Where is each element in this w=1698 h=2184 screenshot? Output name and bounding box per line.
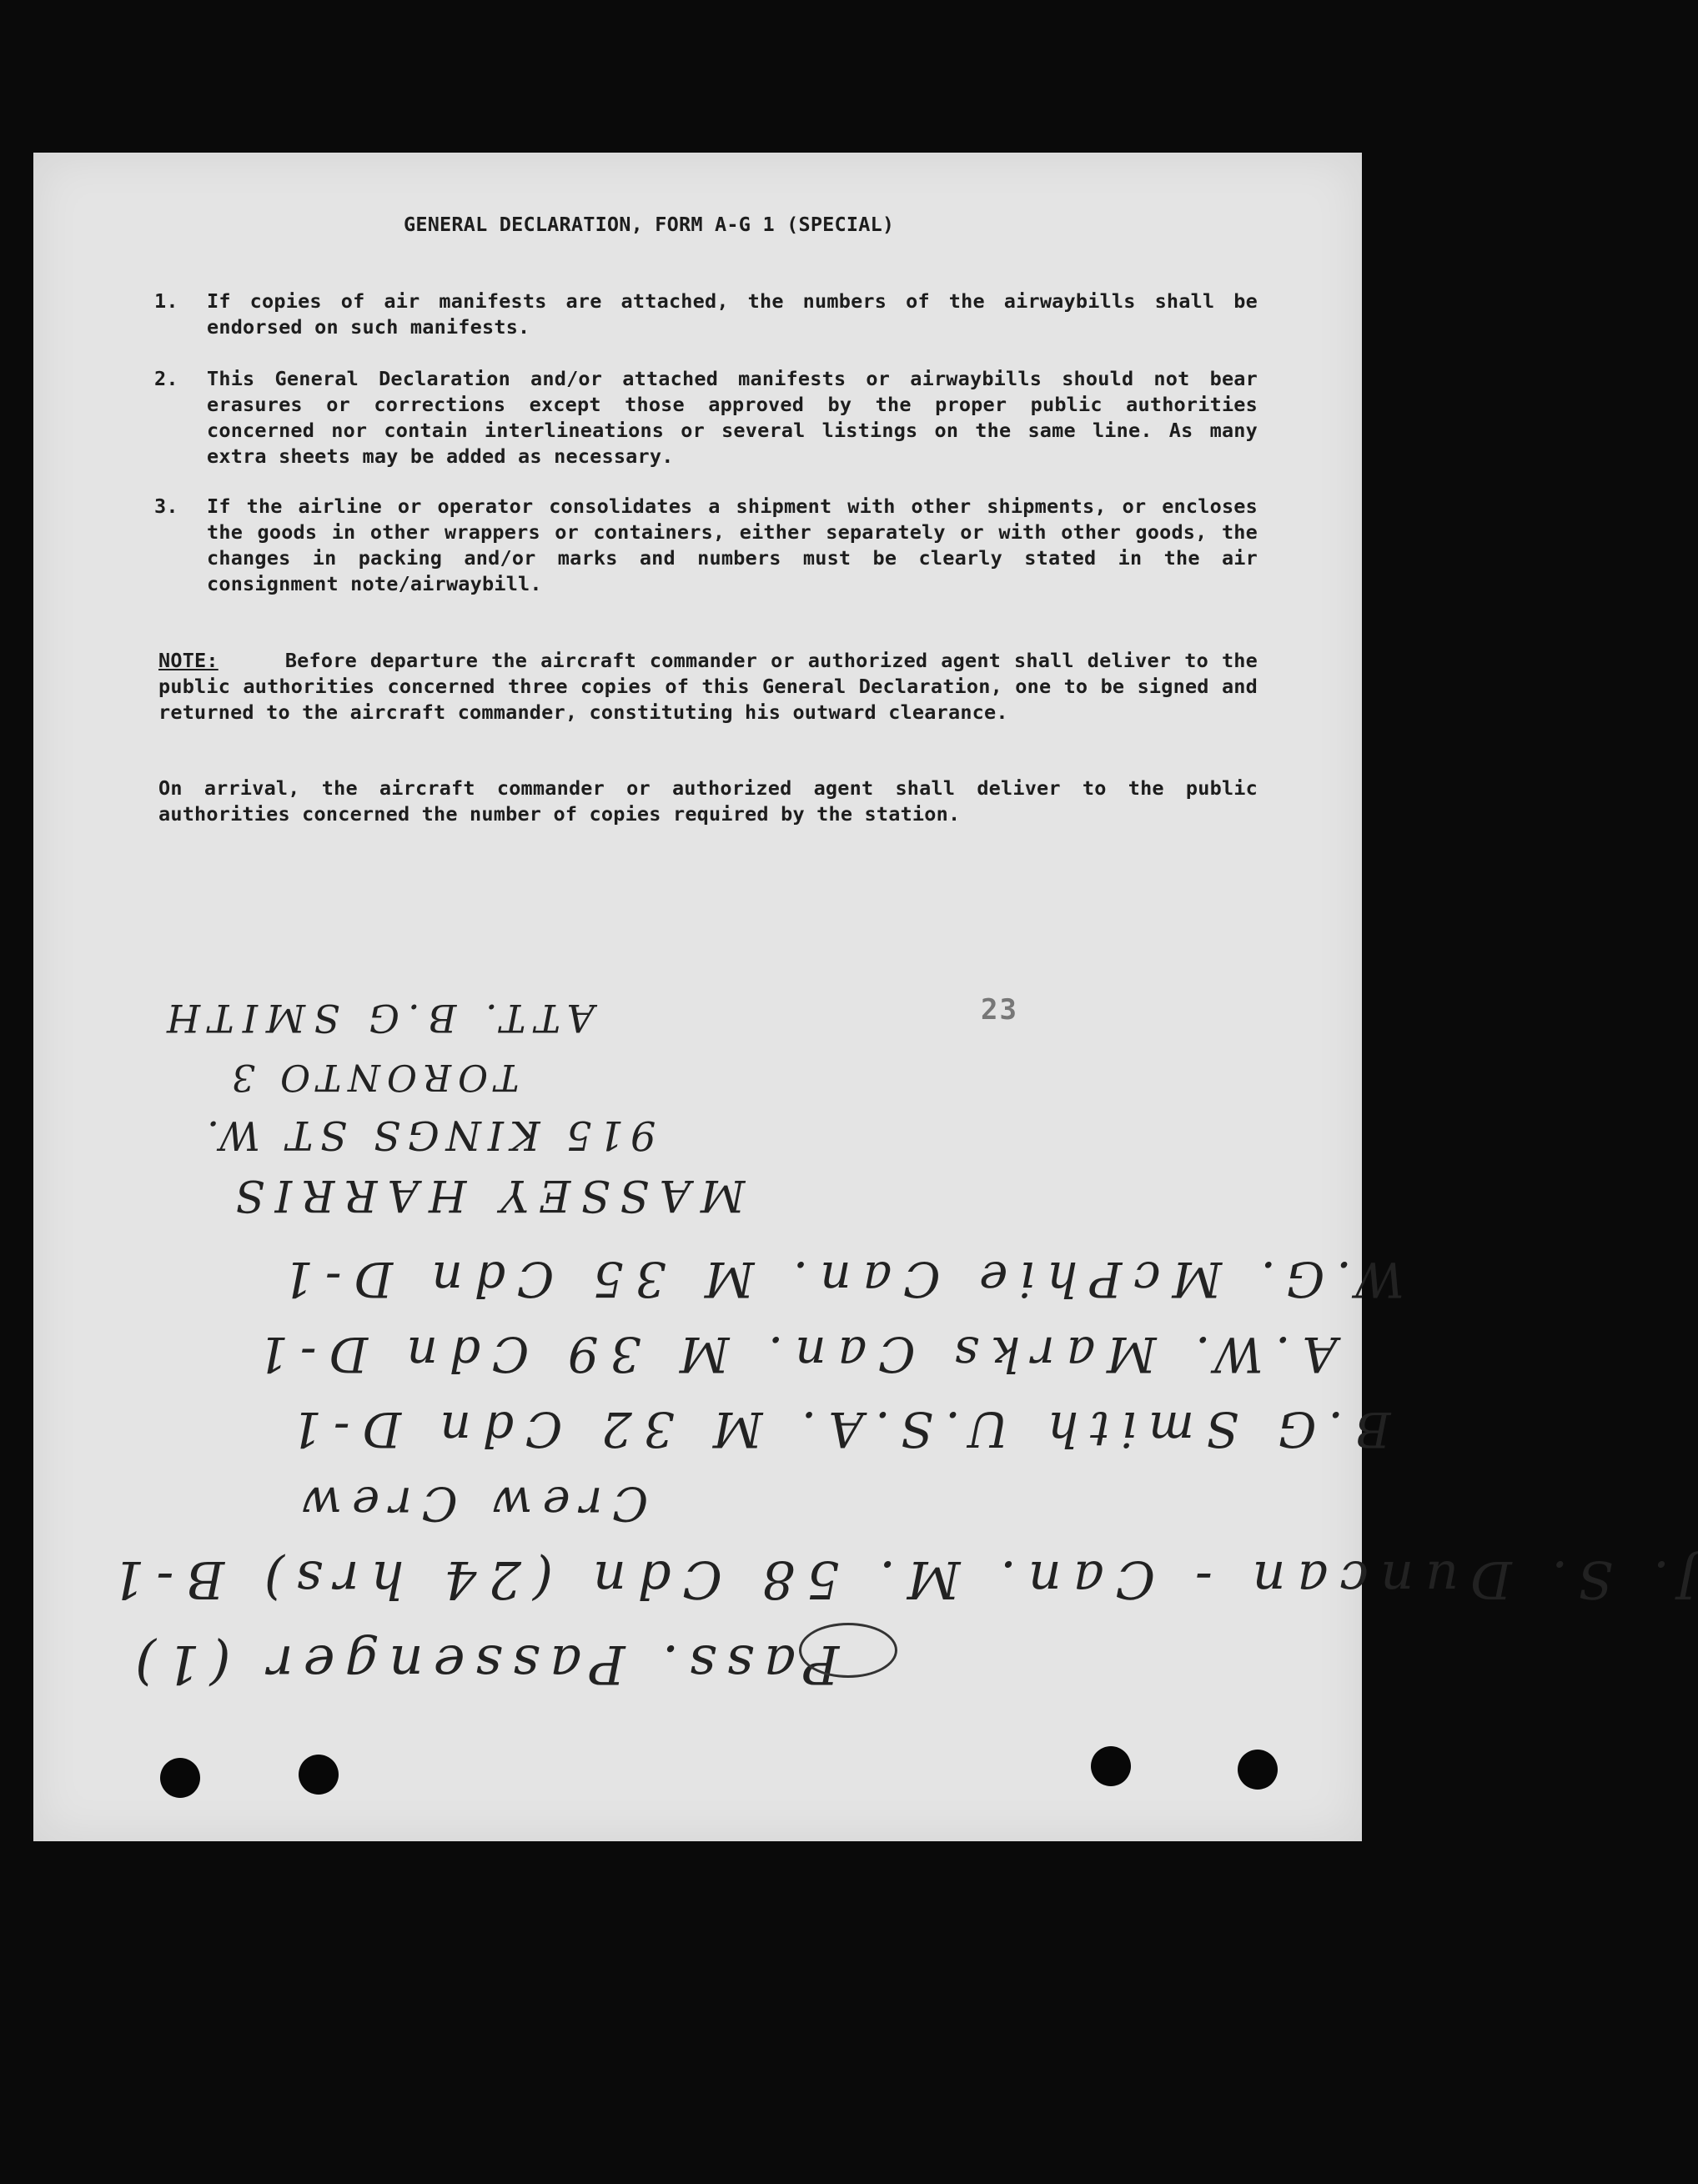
handwritten-address-attention: ATT. B.G SMITH [158, 996, 595, 1041]
note-label: NOTE: [158, 649, 219, 672]
handwritten-crew-row-1: W.G. McPhie Can. M 35 Cdn D-1 [271, 1251, 1405, 1308]
punch-hole [299, 1755, 339, 1795]
item-text-3: If the airline or operator consolidates a shipment with other shipments, or encloses the goods in other wrappers or containers, either separately or with other goods, the changes in packing and/or marks and numbers must be clearly stated in the air consignment note/airwaybill. [207, 495, 1258, 595]
item-number-1: 1. [154, 289, 178, 313]
item-number-2: 2. [154, 367, 178, 390]
handwritten-crew-row-2: A.W. Marks Can. M 39 Cdn D-1 [246, 1326, 1338, 1383]
stamp-number: 23 [981, 993, 1018, 1027]
punch-hole [160, 1758, 200, 1798]
handwritten-address-company: MASSEY HARRIS [225, 1170, 746, 1220]
handwritten-passenger-row: J. S. Duncan - Can. M. 58 Cdn (24 hrs) B-1 [100, 1549, 1698, 1610]
handwritten-address-street: 915 KINGS ST W. [200, 1112, 656, 1158]
punch-hole [1091, 1746, 1131, 1786]
handwritten-passenger-heading: Pass. Passenger (1) [125, 1633, 840, 1694]
punch-hole [1238, 1750, 1278, 1790]
handwritten-crew-heading: Crew Crew [292, 1476, 649, 1530]
handwritten-circle-mark [799, 1623, 897, 1678]
item-text-1: If copies of air manifests are attached, the numbers of the airwaybills shall be endorsed on such manifests. [207, 289, 1258, 339]
note-paragraph [158, 648, 1258, 725]
handwritten-address-city: TORONTO 3 [225, 1056, 520, 1098]
item-number-3: 3. [154, 495, 178, 518]
arrival-paragraph: On arrival, the aircraft commander or authorized agent shall deliver to the public authorities concerned the number of copies required by the station. [158, 776, 1258, 826]
item-text-2: This General Declaration and/or attached manifests or airwaybills should not bear erasures or corrections except those approved by the proper public authorities concerned nor contain interlineations or several listings on the same line. As many extra sheets may be added as necessary. [207, 367, 1258, 468]
form-title: GENERAL DECLARATION, FORM A-G 1 (SPECIAL) [404, 213, 895, 236]
handwritten-crew-row-3: B.G Smith U.S.A. M 32 Cdn D-1 [279, 1401, 1391, 1458]
note-text: Before departure the aircraft commander or authorized agent shall deliver to the public authorities concerned three copies of this General Declaration, one to be signed and returned to the aircraft commander, constituting his outward clearance. [158, 649, 1258, 724]
